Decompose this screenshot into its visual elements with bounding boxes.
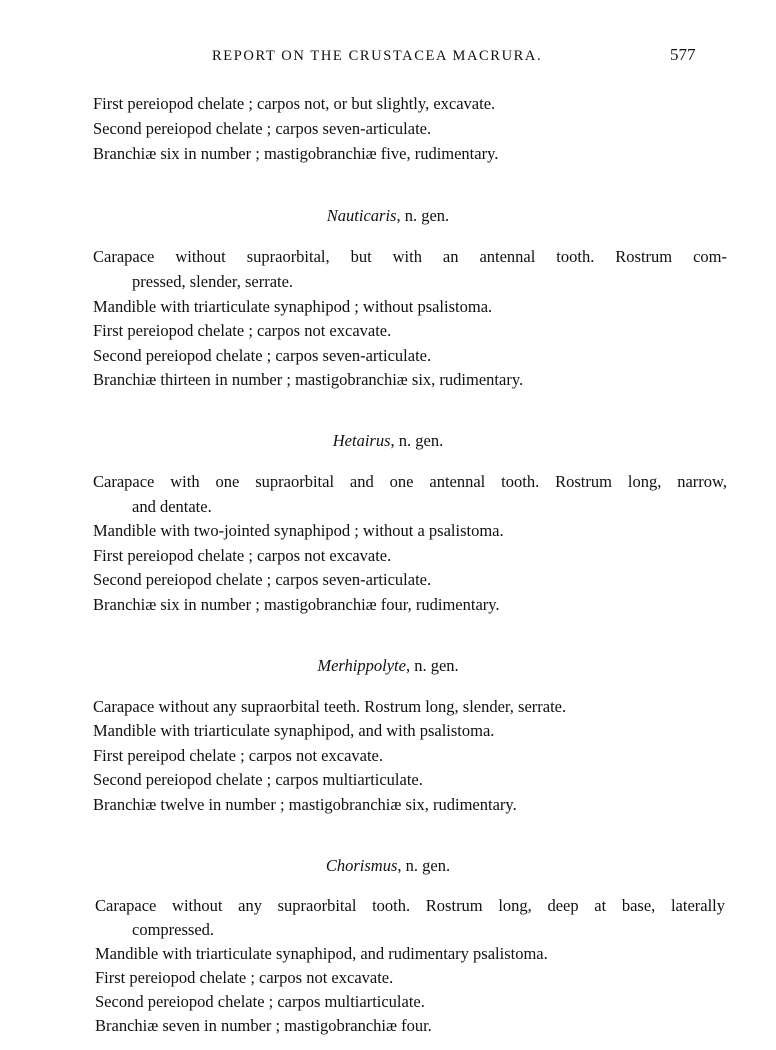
description-line: compressed. xyxy=(132,920,215,939)
description-line: Mandible with triarticulate synaphipod, and with psalistoma. xyxy=(93,721,495,740)
description-line: Branchiæ twelve in number ; mastigobranchiæ six, rudimentary. xyxy=(93,795,517,814)
description-line: First pereiopod chelate ; carpos not excavate. xyxy=(93,546,392,565)
description-line: Carapace without any supraorbital tooth. Rostrum long, deep at base, laterally xyxy=(95,896,725,915)
genus-heading-nauticaris xyxy=(0,206,776,226)
genus-heading-hetairus xyxy=(0,431,776,451)
description-line: Second pereiopod chelate ; carpos seven-articulate. xyxy=(93,346,432,365)
intro-line: Second pereiopod chelate ; carpos seven-articulate. xyxy=(93,119,432,138)
description-line: Mandible with triarticulate synaphipod, and rudimentary psalistoma. xyxy=(95,944,548,963)
genus-suffix: , n. gen. xyxy=(405,656,459,675)
description-line: First pereiopod chelate ; carpos not excavate. xyxy=(93,321,392,340)
genus-suffix: , n. gen. xyxy=(397,856,451,875)
description-line: Second pereiopod chelate ; carpos seven-articulate. xyxy=(93,570,432,589)
description-line: Carapace without supraorbital, but with an antennal tooth. Rostrum com- xyxy=(93,247,727,266)
genus-suffix: , n. gen. xyxy=(396,206,450,225)
intro-line: Branchiæ six in number ; mastigobranchiæ five, rudimentary. xyxy=(93,144,499,163)
description-line: Carapace without any supraorbital teeth. Rostrum long, slender, serrate. xyxy=(93,697,567,716)
running-head: REPORT ON THE CRUSTACEA MACRURA. xyxy=(212,48,543,64)
description-line: Second pereiopod chelate ; carpos multiarticulate. xyxy=(93,770,423,789)
description-line: Branchiæ seven in number ; mastigobranchiæ four. xyxy=(95,1016,432,1035)
page-header xyxy=(0,45,776,72)
page-number: 577 xyxy=(670,45,696,64)
description-line: Branchiæ six in number ; mastigobranchiæ four, rudimentary. xyxy=(93,595,500,614)
description-line: Second pereiopod chelate ; carpos multiarticulate. xyxy=(95,992,425,1011)
genus-name: Hetairus xyxy=(332,431,391,450)
genus-name: Merhippolyte xyxy=(317,656,406,675)
genus-heading-chorismus xyxy=(0,856,776,876)
genus-suffix: , n. gen. xyxy=(390,431,444,450)
description-line: Branchiæ thirteen in number ; mastigobranchiæ six, rudimentary. xyxy=(93,370,524,389)
description-line: First pereiopod chelate ; carpos not excavate. xyxy=(95,968,394,987)
description-line: First pereipod chelate ; carpos not excavate. xyxy=(93,746,384,765)
genus-heading-merhippolyte xyxy=(0,656,776,676)
genus-name: Chorismus xyxy=(325,856,398,875)
description-line: Carapace with one supraorbital and one antennal tooth. Rostrum long, narrow, xyxy=(93,472,727,491)
description-line: and dentate. xyxy=(132,497,212,516)
genus-name: Nauticaris xyxy=(326,206,397,225)
intro-line: First pereiopod chelate ; carpos not, or but slightly, excavate. xyxy=(93,94,496,113)
description-line: Mandible with triarticulate synaphipod ; without psalistoma. xyxy=(93,297,493,316)
description-line: pressed, slender, serrate. xyxy=(132,272,294,291)
description-line: Mandible with two-jointed synaphipod ; without a psalistoma. xyxy=(93,521,504,540)
